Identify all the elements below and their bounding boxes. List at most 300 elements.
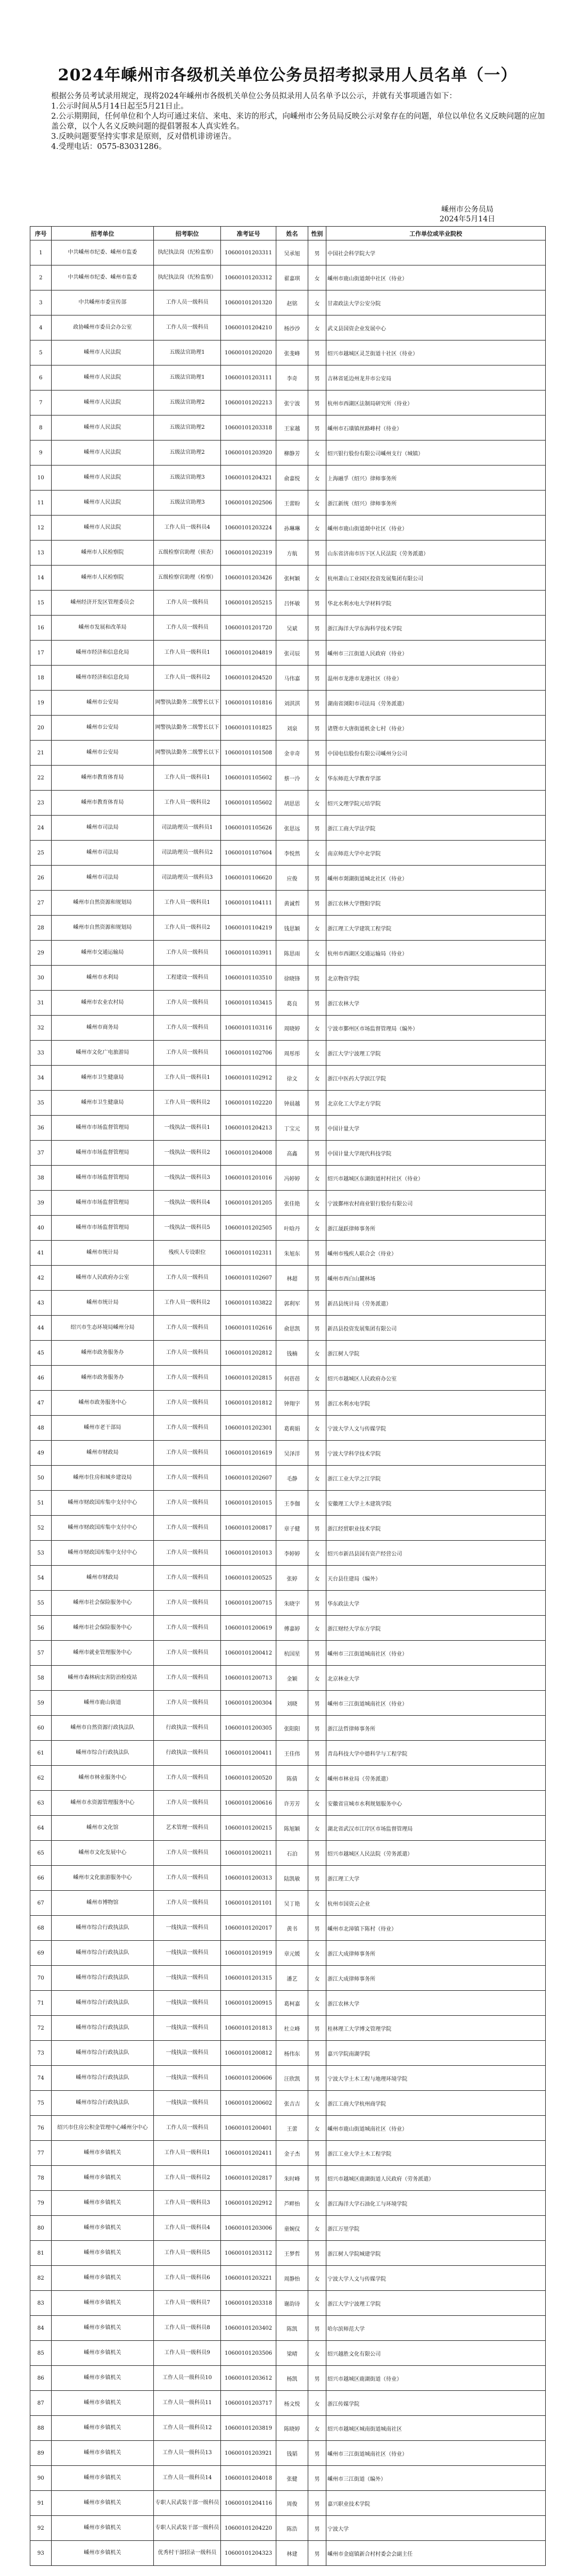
cell-workplace: 嵊州市鹿山街道剡中社区（待业） xyxy=(326,516,546,541)
cell-gender: 女 xyxy=(308,766,326,791)
table-row xyxy=(30,691,546,716)
cell-name: 杨伟东 xyxy=(276,2041,308,2066)
cell-workplace: 浙江工业大学之江学院 xyxy=(326,1466,546,1491)
cell-gender: 女 xyxy=(308,1341,326,1366)
cell-workplace: 桂林理工大学博文管理学院 xyxy=(326,2016,546,2041)
cell-name: 傅嘉婷 xyxy=(276,1616,308,1641)
document-title: 2024年嵊州市各级机关单位公务员招考拟录用人员名单（一） xyxy=(58,66,518,85)
table-row xyxy=(30,991,546,1016)
cell-index: 47 xyxy=(30,1391,52,1416)
cell-index: 51 xyxy=(30,1491,52,1516)
table-row xyxy=(30,2066,546,2091)
cell-workplace: 华北水利水电大学材料学院 xyxy=(326,591,546,616)
cell-workplace: 嵊州市林业局（劳务派遣） xyxy=(326,1766,546,1791)
cell-exam-id: 10600101201619 xyxy=(221,1441,276,1466)
cell-gender: 女 xyxy=(308,1666,326,1691)
cell-index: 52 xyxy=(30,1516,52,1541)
cell-name: 朱时峰 xyxy=(276,2166,308,2191)
table-row xyxy=(30,340,546,365)
table-row xyxy=(30,365,546,390)
cell-name: 张阳阳 xyxy=(276,1716,308,1741)
table-row xyxy=(30,1616,546,1641)
cell-workplace: 浙江农林大学 xyxy=(326,1991,546,2016)
cell-index: 77 xyxy=(30,2141,52,2166)
cell-workplace: 绍兴市越城区城南街道城南社区 xyxy=(326,2416,546,2441)
cell-exam-id: 10600101204520 xyxy=(221,666,276,691)
cell-name: 林超 xyxy=(276,1266,308,1291)
cell-unit: 嵊州市老干部局 xyxy=(52,1416,154,1441)
cell-workplace: 浙江树人学院 xyxy=(326,1341,546,1366)
cell-exam-id: 10600101200412 xyxy=(221,1641,276,1666)
cell-gender: 男 xyxy=(308,1291,326,1316)
cell-index: 7 xyxy=(30,390,52,416)
cell-name: 钟晨越 xyxy=(276,1091,308,1116)
cell-name: 张婷 xyxy=(276,1566,308,1591)
cell-index: 53 xyxy=(30,1541,52,1566)
cell-workplace: 浙江财经大学东方学院 xyxy=(326,1616,546,1641)
cell-name: 陈浩 xyxy=(276,2516,308,2541)
cell-position: 工作人员一级科员6 xyxy=(154,2266,221,2291)
cell-unit: 嵊州市发展和改革局 xyxy=(52,616,154,641)
cell-unit: 嵊州市乡镇机关 xyxy=(52,2491,154,2516)
cell-unit: 绍兴市生态环境局嵊州分局 xyxy=(52,1316,154,1341)
cell-gender: 女 xyxy=(308,1616,326,1641)
table-row xyxy=(30,1666,546,1691)
cell-position: 工作人员一级科员 xyxy=(154,1366,221,1391)
cell-exam-id: 10600101204116 xyxy=(221,2491,276,2516)
cell-unit: 嵊州市公安局 xyxy=(52,716,154,741)
cell-unit: 嵊州市文化旅游服务中心 xyxy=(52,1866,154,1891)
cell-name: 吴斌 xyxy=(276,616,308,641)
cell-exam-id: 10600101200606 xyxy=(221,2066,276,2091)
table-row xyxy=(30,566,546,591)
cell-position: 一线执法一级科员5 xyxy=(154,1216,221,1241)
cell-gender: 女 xyxy=(308,466,326,491)
cell-name: 钱楠 xyxy=(276,1341,308,1366)
cell-unit: 嵊州市统计局 xyxy=(52,1241,154,1266)
table-row xyxy=(30,2041,546,2066)
table-row xyxy=(30,315,546,340)
cell-exam-id: 10600101203006 xyxy=(221,2216,276,2241)
table-row xyxy=(30,1266,546,1291)
cell-index: 28 xyxy=(30,916,52,941)
cell-index: 17 xyxy=(30,641,52,666)
cell-exam-id: 10600101204321 xyxy=(221,466,276,491)
cell-position: 五级检察官助理（侦查） xyxy=(154,541,221,566)
cell-name: 谢韵诗 xyxy=(276,2291,308,2316)
table-row xyxy=(30,2166,546,2191)
cell-gender: 男 xyxy=(308,2066,326,2091)
cell-workplace: 浙江海洋大学石油化工与环境学院 xyxy=(326,2191,546,2216)
cell-workplace: 浙江晟跃律师事务所 xyxy=(326,1216,546,1241)
cell-workplace: 绍兴市越城区人民政府办公室 xyxy=(326,1366,546,1391)
cell-gender: 男 xyxy=(308,666,326,691)
cell-unit: 嵊州市人民法院 xyxy=(52,390,154,416)
cell-exam-id: 10600101105626 xyxy=(221,816,276,841)
cell-unit: 嵊州市乡镇机关 xyxy=(52,2241,154,2266)
cell-position: 工作人员一级科员 xyxy=(154,591,221,616)
cell-unit: 中共嵊州市纪委、嵊州市监委 xyxy=(52,265,154,290)
cell-position: 工作人员一级科员2 xyxy=(154,2166,221,2191)
cell-position: 一线执法一级科员1 xyxy=(154,1116,221,1141)
cell-name: 丁宝元 xyxy=(276,1116,308,1141)
table-row xyxy=(30,516,546,541)
cell-position: 工作人员一级科员 xyxy=(154,1616,221,1641)
cell-index: 2 xyxy=(30,265,52,290)
cell-workplace: 宁波大学人文与传媒学院 xyxy=(326,2266,546,2291)
cell-unit: 嵊州市乡镇机关 xyxy=(52,2141,154,2166)
cell-position: 艺术管理一级科员 xyxy=(154,1816,221,1841)
cell-exam-id: 10600101200713 xyxy=(221,1666,276,1691)
cell-gender: 男 xyxy=(308,1441,326,1466)
cell-index: 6 xyxy=(30,365,52,390)
cell-index: 78 xyxy=(30,2166,52,2191)
table-row xyxy=(30,1516,546,1541)
cell-index: 89 xyxy=(30,2441,52,2466)
cell-unit: 嵊州市统计局 xyxy=(52,1291,154,1316)
cell-unit: 嵊州市综合行政执法队 xyxy=(52,1741,154,1766)
cell-index: 80 xyxy=(30,2216,52,2241)
cell-exam-id: 10600101201813 xyxy=(221,2016,276,2041)
cell-position: 一线执法一级科员 xyxy=(154,2066,221,2091)
cell-index: 44 xyxy=(30,1316,52,1341)
cell-name: 蔡一泠 xyxy=(276,766,308,791)
cell-index: 10 xyxy=(30,466,52,491)
cell-workplace: 甘肃政法大学公安分院 xyxy=(326,290,546,315)
table-row xyxy=(30,1041,546,1066)
cell-position: 工程建设一级科员 xyxy=(154,966,221,991)
cell-position: 工作人员一级科员2 xyxy=(154,791,221,816)
cell-unit: 嵊州市人民法院 xyxy=(52,441,154,466)
cell-workplace: 浙江新统（绍兴）律师事务所 xyxy=(326,491,546,516)
cell-name: 陈旭颖 xyxy=(276,1816,308,1841)
cell-workplace: 嵊州市三江街道城南社区（待业） xyxy=(326,2441,546,2466)
cell-exam-id: 10600101202505 xyxy=(221,1216,276,1241)
cell-unit: 嵊州市文化发展中心 xyxy=(52,1841,154,1866)
cell-gender: 男 xyxy=(308,416,326,441)
cell-unit: 嵊州市农业农村局 xyxy=(52,991,154,1016)
table-row xyxy=(30,2366,546,2391)
cell-name: 杭国星 xyxy=(276,1641,308,1666)
cell-position: 五级法官助理2 xyxy=(154,390,221,416)
cell-gender: 男 xyxy=(308,1141,326,1166)
cell-exam-id: 10600101201013 xyxy=(221,1541,276,1566)
cell-workplace: 温州市龙港市龙港社区（待业） xyxy=(326,666,546,691)
cell-unit: 嵊州市鹿山街道 xyxy=(52,1691,154,1716)
cell-gender: 男 xyxy=(308,2141,326,2166)
cell-position: 工作人员一级科员 xyxy=(154,1266,221,1291)
cell-gender: 男 xyxy=(308,2241,326,2266)
cell-index: 3 xyxy=(30,290,52,315)
cell-position: 一线执法一级科员 xyxy=(154,1991,221,2016)
cell-position: 一线执法一级科员 xyxy=(154,1966,221,1991)
cell-gender: 女 xyxy=(308,265,326,290)
cell-exam-id: 10600101201315 xyxy=(221,1966,276,1991)
cell-position: 工作人员一级科员11 xyxy=(154,2391,221,2416)
cell-workplace: 北京林业大学 xyxy=(326,1666,546,1691)
cell-exam-id: 10600101105602 xyxy=(221,791,276,816)
cell-exam-id: 10600101202812 xyxy=(221,1341,276,1366)
table-row xyxy=(30,1191,546,1216)
cell-exam-id: 10600101101508 xyxy=(221,741,276,766)
cell-exam-id: 10600101202301 xyxy=(221,1416,276,1441)
table-row xyxy=(30,2216,546,2241)
cell-position: 工作人员一级科员1 xyxy=(154,2141,221,2166)
cell-workplace: 杭州市西湖区交通运输局（待业） xyxy=(326,941,546,966)
table-row xyxy=(30,1316,546,1341)
cell-position: 工作人员一级科员2 xyxy=(154,1091,221,1116)
cell-gender: 女 xyxy=(308,1466,326,1491)
cell-gender: 女 xyxy=(308,1766,326,1791)
cell-gender: 男 xyxy=(308,1091,326,1116)
cell-name: 张思远 xyxy=(276,816,308,841)
table-row xyxy=(30,416,546,441)
cell-unit: 嵊州市人民检察院 xyxy=(52,541,154,566)
cell-gender: 女 xyxy=(308,2291,326,2316)
cell-exam-id: 10600101200215 xyxy=(221,1816,276,1841)
cell-exam-id: 10600101202607 xyxy=(221,1466,276,1491)
cell-index: 88 xyxy=(30,2416,52,2441)
cell-index: 65 xyxy=(30,1841,52,1866)
table-row xyxy=(30,2391,546,2416)
cell-index: 32 xyxy=(30,1016,52,1041)
cell-name: 柳静芳 xyxy=(276,441,308,466)
cell-position: 工作人员一级科员1 xyxy=(154,891,221,916)
cell-workplace: 吉林省延边州龙井市公安局 xyxy=(326,365,546,390)
cell-position: 专职人民武装干部一级科员 xyxy=(154,2516,221,2541)
table-row xyxy=(30,1866,546,1891)
cell-position: 优秀村干部招录一级科员 xyxy=(154,2541,221,2566)
cell-workplace: 嵊州市剡湖街道城北社区（待业） xyxy=(326,866,546,891)
table-row xyxy=(30,1941,546,1966)
cell-name: 杨凯 xyxy=(276,2366,308,2391)
cell-position: 一线执法一级科员4 xyxy=(154,1191,221,1216)
cell-name: 钱思颖 xyxy=(276,916,308,941)
cell-index: 41 xyxy=(30,1241,52,1266)
cell-exam-id: 10600101202815 xyxy=(221,1366,276,1391)
cell-name: 俞思凯 xyxy=(276,1316,308,1341)
roster-table xyxy=(30,226,546,2566)
table-row xyxy=(30,1991,546,2016)
cell-gender: 男 xyxy=(308,1116,326,1141)
cell-workplace: 浙江理工大学 xyxy=(326,1866,546,1891)
cell-position: 行政执法一级科员 xyxy=(154,1741,221,1766)
cell-name: 周俊 xyxy=(276,2491,308,2516)
cell-position: 工作人员一级科员5 xyxy=(154,2241,221,2266)
cell-position: 工作人员一级科员1 xyxy=(154,641,221,666)
table-row xyxy=(30,1116,546,1141)
cell-gender: 男 xyxy=(308,1916,326,1941)
cell-index: 55 xyxy=(30,1591,52,1616)
cell-index: 63 xyxy=(30,1791,52,1816)
cell-exam-id: 10600101200520 xyxy=(221,1766,276,1791)
cell-name: 王佳伟 xyxy=(276,1741,308,1766)
cell-unit: 嵊州市司法局 xyxy=(52,866,154,891)
cell-position: 工作人员一级科员 xyxy=(154,1391,221,1416)
cell-position: 工作人员一级科员 xyxy=(154,1866,221,1891)
cell-exam-id: 10600101203312 xyxy=(221,265,276,290)
cell-name: 刘晓 xyxy=(276,1691,308,1716)
cell-unit: 嵊州市乡镇机关 xyxy=(52,2341,154,2366)
table-row xyxy=(30,666,546,691)
cell-index: 76 xyxy=(30,2116,52,2141)
cell-unit: 嵊州市人民检察院 xyxy=(52,566,154,591)
cell-workplace: 浙江法哲律师事务所 xyxy=(326,1716,546,1741)
cell-exam-id: 10600101203111 xyxy=(221,365,276,390)
issuer: 嵊州市公务员局 xyxy=(441,205,494,214)
cell-exam-id: 10600101107604 xyxy=(221,841,276,866)
cell-position: 工作人员一级科员13 xyxy=(154,2441,221,2466)
cell-exam-id: 10600101200313 xyxy=(221,1866,276,1891)
cell-workplace: 浙江万里学院 xyxy=(326,2216,546,2241)
cell-name: 叶晗丹 xyxy=(276,1216,308,1241)
cell-exam-id: 10600101201016 xyxy=(221,1166,276,1191)
cell-workplace: 湖南省浏阳市司法局（劳务派遣） xyxy=(326,691,546,716)
cell-index: 62 xyxy=(30,1766,52,1791)
cell-workplace: 新昌县统计局（劳务派遣） xyxy=(326,1291,546,1316)
cell-name: 马伟嘉 xyxy=(276,666,308,691)
cell-workplace: 浙江理工大学建筑工程学院 xyxy=(326,916,546,941)
cell-gender: 女 xyxy=(308,2116,326,2141)
cell-gender: 男 xyxy=(308,1691,326,1716)
cell-index: 74 xyxy=(30,2066,52,2091)
cell-gender: 男 xyxy=(308,1841,326,1866)
cell-exam-id: 10600101203112 xyxy=(221,2241,276,2266)
cell-index: 68 xyxy=(30,1916,52,1941)
cell-gender: 女 xyxy=(308,841,326,866)
cell-exam-id: 10600101202319 xyxy=(221,541,276,566)
cell-gender: 女 xyxy=(308,1016,326,1041)
cell-workplace: 浙江海洋大学东海科学技术学院 xyxy=(326,616,546,641)
cell-position: 工作人员一级科员3 xyxy=(154,2191,221,2216)
cell-exam-id: 10600101200525 xyxy=(221,1566,276,1591)
cell-name: 潘艺 xyxy=(276,1966,308,1991)
cell-exam-id: 10600101201015 xyxy=(221,1491,276,1516)
cell-name: 金颖 xyxy=(276,1666,308,1691)
cell-gender: 男 xyxy=(308,2491,326,2516)
cell-workplace: 嵊州市三江街道（编外） xyxy=(326,2466,546,2491)
cell-gender: 男 xyxy=(308,2441,326,2466)
cell-workplace: 绍兴市越城区灵芝街道十社区（待业） xyxy=(326,340,546,365)
cell-unit: 嵊州市公安局 xyxy=(52,691,154,716)
cell-unit: 嵊州市财政国库集中支付中心 xyxy=(52,1541,154,1566)
cell-index: 1 xyxy=(30,240,52,265)
cell-workplace: 绍兴市越城区鹿湖街道人民政府（劳务派遣） xyxy=(326,2166,546,2191)
cell-name: 王李伽 xyxy=(276,1491,308,1516)
cell-gender: 男 xyxy=(308,2541,326,2566)
cell-gender: 女 xyxy=(308,2191,326,2216)
cell-position: 执纪执法岗（纪检监察） xyxy=(154,240,221,265)
cell-unit: 嵊州市人民法院 xyxy=(52,466,154,491)
cell-workplace: 嵊州市金庭镇新合村村委会会副主任 xyxy=(326,2541,546,2566)
cell-unit: 嵊州市社会保险服务中心 xyxy=(52,1591,154,1616)
cell-gender: 女 xyxy=(308,1991,326,2016)
cell-name: 钟翔宇 xyxy=(276,1391,308,1416)
cell-unit: 嵊州市乡镇机关 xyxy=(52,2391,154,2416)
cell-name: 章元媛 xyxy=(276,1941,308,1966)
table-row xyxy=(30,1966,546,1991)
cell-exam-id: 10600101104219 xyxy=(221,916,276,941)
cell-workplace: 中国计量大学 xyxy=(326,1116,546,1141)
cell-position: 工作人员一级科员 xyxy=(154,1641,221,1666)
cell-position: 工作人员一级科员2 xyxy=(154,1291,221,1316)
cell-name: 王蕾盼 xyxy=(276,491,308,516)
cell-name: 吕怀敏 xyxy=(276,591,308,616)
cell-index: 4 xyxy=(30,315,52,340)
cell-exam-id: 10600101102706 xyxy=(221,1041,276,1066)
cell-exam-id: 10600101102311 xyxy=(221,1241,276,1266)
cell-name: 徐晓锋 xyxy=(276,966,308,991)
table-row xyxy=(30,1091,546,1116)
table-row xyxy=(30,916,546,941)
cell-workplace: 嵊州市三江街道人民政府（待业） xyxy=(326,641,546,666)
cell-index: 19 xyxy=(30,691,52,716)
cell-index: 29 xyxy=(30,941,52,966)
cell-position: 五级法官助理3 xyxy=(154,466,221,491)
cell-exam-id: 10600101200715 xyxy=(221,1591,276,1616)
col-header-position: 招考职位 xyxy=(154,227,221,240)
cell-exam-id: 10600101203221 xyxy=(221,2266,276,2291)
cell-exam-id: 10600101203311 xyxy=(221,240,276,265)
cell-position: 司法助理员一级科员3 xyxy=(154,866,221,891)
cell-index: 67 xyxy=(30,1891,52,1916)
cell-exam-id: 10600101201812 xyxy=(221,1391,276,1416)
cell-unit: 嵊州市卫生健康局 xyxy=(52,1091,154,1116)
table-row xyxy=(30,766,546,791)
cell-name: 杜立峰 xyxy=(276,2016,308,2041)
cell-exam-id: 10600101200616 xyxy=(221,1791,276,1816)
cell-workplace: 绍兴文理学院元培学院 xyxy=(326,791,546,816)
cell-unit: 嵊州市市场监督管理局 xyxy=(52,1216,154,1241)
cell-index: 15 xyxy=(30,591,52,616)
cell-workplace: 嵊州市西白山麓林场 xyxy=(326,1266,546,1291)
cell-workplace: 北京物资学院 xyxy=(326,966,546,991)
cell-workplace: 山东省济南市历下区人民法院（劳务派遣） xyxy=(326,541,546,566)
cell-unit: 嵊州市商务局 xyxy=(52,1016,154,1041)
cell-index: 66 xyxy=(30,1866,52,1891)
table-row xyxy=(30,2016,546,2041)
cell-unit: 嵊州市教育体育局 xyxy=(52,766,154,791)
cell-unit: 嵊州市乡镇机关 xyxy=(52,2441,154,2466)
cell-position: 五级法官助理2 xyxy=(154,441,221,466)
cell-unit: 嵊州市人民法院 xyxy=(52,516,154,541)
cell-name: 刘淇淇 xyxy=(276,691,308,716)
table-row xyxy=(30,841,546,866)
cell-position: 执纪执法岗（纪检监察） xyxy=(154,265,221,290)
intro-item: 2.公示期期间，任何单位和个人均可通过来信、来电、来访的形式，向嵊州市公务员局反映公示对象存在的问题，单位以单位名义反映问题的应加盖公章，以个人名义反映问题的提倡署报本人真实姓名。 xyxy=(51,112,545,131)
cell-index: 11 xyxy=(30,491,52,516)
cell-workplace: 嵊州市鹿山街道城南社区（待业） xyxy=(326,2116,546,2141)
cell-name: 葛莉娟 xyxy=(276,1416,308,1441)
cell-unit: 嵊州市乡镇机关 xyxy=(52,2266,154,2291)
cell-unit: 嵊州市自然资源和规划局 xyxy=(52,916,154,941)
table-row xyxy=(30,2491,546,2516)
cell-index: 84 xyxy=(30,2316,52,2341)
cell-exam-id: 10600101201320 xyxy=(221,290,276,315)
cell-index: 64 xyxy=(30,1816,52,1841)
table-row xyxy=(30,1141,546,1166)
cell-index: 48 xyxy=(30,1416,52,1441)
cell-workplace: 绍兴市越城区人民法院（劳务派遣） xyxy=(326,1841,546,1866)
table-row xyxy=(30,2266,546,2291)
cell-gender: 男 xyxy=(308,1741,326,1766)
cell-index: 21 xyxy=(30,741,52,766)
cell-position: 工作人员一级科员7 xyxy=(154,2291,221,2316)
cell-unit: 嵊州市经济和信息化局 xyxy=(52,666,154,691)
cell-gender: 女 xyxy=(308,1216,326,1241)
cell-position: 残疾人专设职位 xyxy=(154,1241,221,1266)
cell-exam-id: 10600101204213 xyxy=(221,1116,276,1141)
